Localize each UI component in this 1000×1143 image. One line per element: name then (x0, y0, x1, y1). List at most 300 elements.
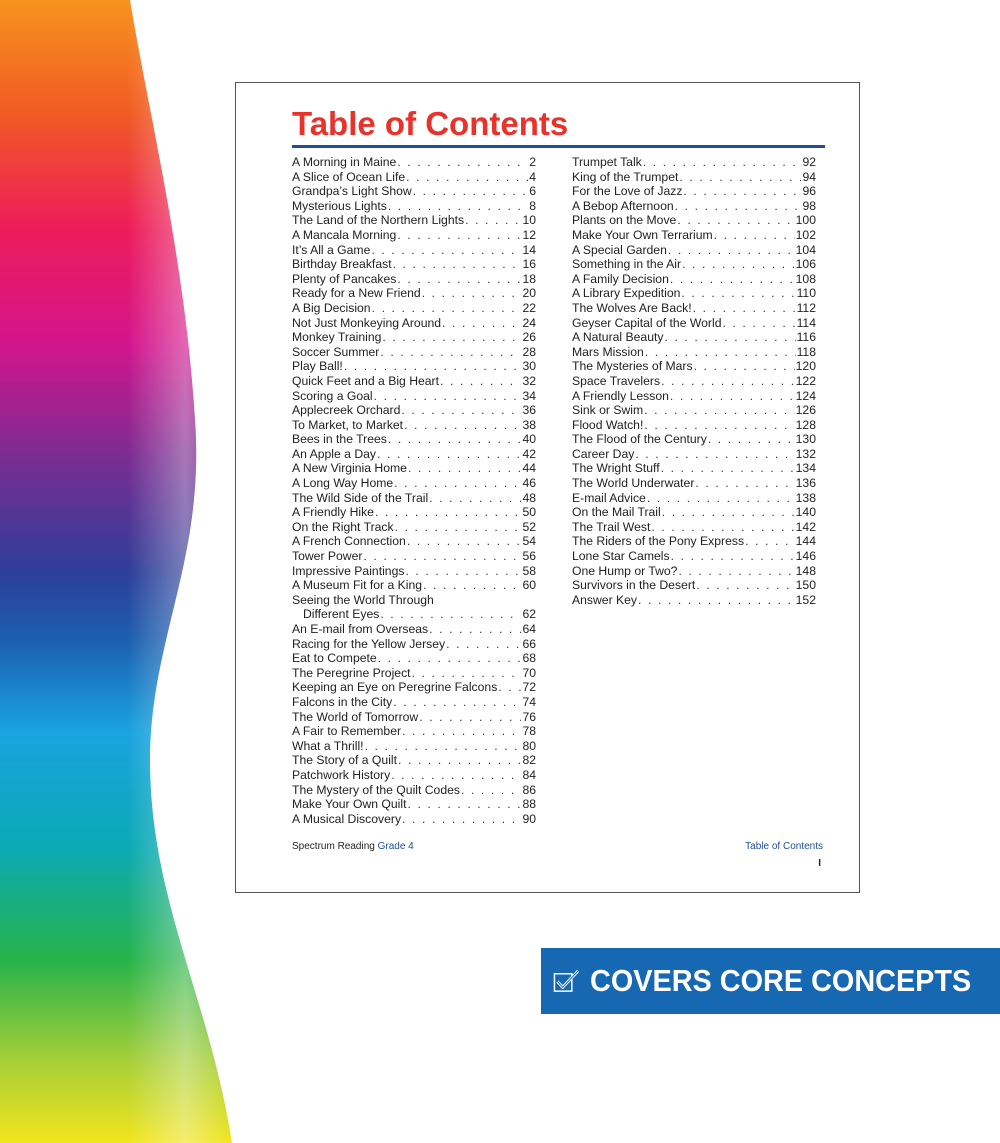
toc-entry-page: 86 (522, 782, 536, 797)
toc-entry-page: 64 (522, 622, 536, 636)
toc-entry-leader (380, 607, 521, 622)
toc-entry-leader (388, 199, 528, 214)
toc-entry (572, 184, 816, 199)
toc-entry (572, 301, 816, 316)
toc-entry-page: 150 (795, 578, 816, 593)
toc-entry (292, 199, 536, 214)
toc-entry-page: 40 (522, 432, 536, 447)
toc-entry-title: Trumpet Talk (572, 155, 642, 169)
toc-entry-leader (429, 622, 521, 637)
toc-entry-page: 112 (796, 300, 816, 315)
toc-entry (292, 564, 536, 579)
toc-entry-title: Applecreek Orchard (292, 403, 401, 418)
toc-entry-leader (677, 213, 794, 228)
toc-entry-page: 30 (522, 359, 536, 374)
toc-entry (572, 374, 816, 389)
toc-entry (292, 228, 536, 243)
toc-entry-leader (380, 345, 521, 360)
toc-entry-title: A Slice of Ocean Life (292, 169, 406, 184)
toc-entry-page: 136 (795, 476, 816, 491)
toc-entry-leader (365, 739, 522, 754)
toc-entry (292, 520, 536, 535)
toc-entry-page: 130 (795, 432, 816, 447)
toc-entry-page: 126 (795, 403, 816, 418)
toc-entry-page: 142 (795, 519, 816, 534)
toc-entry (292, 461, 536, 476)
toc-entry (572, 243, 816, 258)
toc-entry-title: Sink or Swim (572, 403, 644, 418)
toc-entry-title: King of the Trumpet (572, 169, 679, 184)
toc-entry-page: 56 (522, 549, 536, 564)
toc-entry-page: 28 (522, 344, 536, 359)
toc-entry-leader (408, 461, 522, 476)
toc-entry-page: 18 (522, 271, 536, 286)
toc-entry (572, 564, 816, 579)
toc-entry-title: A Bebop Afternoon (572, 198, 674, 213)
toc-entry (292, 286, 536, 301)
toc-entry (292, 184, 536, 199)
toc-entry (572, 505, 816, 520)
toc-entry (292, 651, 536, 666)
toc-entry-leader (745, 534, 795, 549)
toc-entry-title: The Mystery of the Quilt Codes (292, 782, 460, 797)
toc-entry-title: For the Love of Jazz (572, 184, 683, 199)
toc-entry-title: Make Your Own Quilt (292, 797, 407, 812)
toc-entry-leader (393, 695, 521, 710)
toc-entry-leader (694, 359, 795, 374)
toc-entry-leader (661, 461, 795, 476)
toc-entry-title: A Museum Fit for a King (292, 578, 423, 593)
toc-entry (572, 549, 816, 564)
toc-entry-title: A New Virginia Home (292, 461, 407, 476)
toc-entry-title: A Library Expedition (572, 286, 681, 301)
toc-entry (572, 316, 816, 331)
toc-entry (572, 359, 816, 374)
toc-entry-leader (638, 593, 795, 608)
toc-entry-title: Not Just Monkeying Around (292, 315, 442, 330)
toc-entry (572, 389, 816, 404)
toc-entry-leader (664, 330, 795, 345)
toc-entry-page: 66 (522, 636, 536, 651)
toc-entry-title: A Musical Discovery (292, 811, 402, 826)
toc-entry-leader (393, 257, 522, 272)
toc-entry-title: The Flood of the Century (572, 432, 707, 447)
toc-entry-title: Keeping an Eye on Peregrine Falcons (292, 680, 498, 695)
toc-entry-title: The Wild Side of the Trail (292, 490, 429, 505)
toc-column-left (292, 155, 536, 826)
toc-entry-page: 138 (795, 490, 816, 505)
toc-entry-leader (682, 257, 795, 272)
toc-entry (292, 272, 536, 287)
toc-entry-leader (375, 505, 521, 520)
toc-entry-title: Quick Feet and a Big Heart (292, 373, 439, 388)
toc-entry-leader (406, 170, 528, 185)
toc-entry-leader (465, 213, 521, 228)
toc-entry (292, 316, 536, 331)
toc-entry-page: 26 (522, 330, 536, 345)
toc-entry-page: 76 (522, 709, 536, 724)
toc-entry (572, 476, 816, 491)
toc-entry-leader (714, 228, 795, 243)
title-rule (292, 145, 825, 148)
toc-entry-leader (397, 272, 521, 287)
toc-entry-title: A Friendly Hike (292, 505, 374, 520)
toc-entry-leader (643, 155, 802, 170)
toc-entry-title: A Big Decision (292, 300, 371, 315)
toc-entry-leader (394, 476, 521, 491)
toc-entry-title: Mars Mission (572, 344, 644, 359)
toc-entry-leader (670, 389, 795, 404)
toc-entry (292, 724, 536, 739)
toc-entry (572, 491, 816, 506)
toc-page (235, 82, 860, 893)
toc-entry-title: Scoring a Goal (292, 388, 373, 403)
toc-entry-leader (651, 520, 794, 535)
toc-entry-page: 52 (522, 519, 536, 534)
toc-entry-page: 60 (522, 578, 536, 593)
toc-entry-title: Flood Watch! (572, 417, 644, 432)
toc-entry-title: An Apple a Day (292, 446, 377, 461)
toc-entry-leader (378, 651, 522, 666)
toc-entry-page: 48 (522, 490, 536, 505)
toc-entry (292, 389, 536, 404)
toc-entry-leader (668, 243, 795, 258)
toc-entry-leader (722, 316, 795, 331)
toc-entry-leader (446, 637, 521, 652)
toc-entry-leader (391, 768, 521, 783)
toc-entry-page: 36 (522, 403, 536, 418)
toc-entry-page: 54 (522, 534, 536, 549)
toc-entry-leader (662, 505, 795, 520)
toc-entry-page: 132 (795, 446, 816, 461)
toc-entry-title: Patchwork History (292, 767, 391, 782)
toc-entry (292, 359, 536, 374)
toc-entry (572, 447, 816, 462)
toc-entry (292, 447, 536, 462)
toc-entry-title: A French Connection (292, 534, 406, 549)
toc-entry (292, 666, 536, 681)
toc-entry-title: Ready for a New Friend (292, 286, 421, 301)
toc-entry-page: 122 (795, 373, 816, 388)
toc-entry-leader (695, 476, 794, 491)
toc-entry-title: The Peregrine Project (292, 665, 411, 680)
toc-entry (292, 330, 536, 345)
toc-entry-leader (407, 797, 521, 812)
toc-entry-page: 80 (522, 738, 536, 753)
toc-entry (292, 418, 536, 433)
toc-entry-page: 104 (795, 242, 816, 257)
toc-entry-title: Racing for the Yellow Jersey (292, 636, 446, 651)
rainbow-ribbon (0, 0, 250, 1143)
toc-entry-leader (661, 374, 795, 389)
toc-entry-page: 82 (522, 753, 536, 768)
toc-entry-page: 68 (522, 651, 536, 666)
toc-entry-title: A Natural Beauty (572, 330, 664, 345)
toc-entry-page: 120 (795, 359, 816, 374)
toc-entry (292, 345, 536, 360)
toc-entry-leader (498, 680, 521, 695)
toc-entry-page: 34 (522, 388, 536, 403)
toc-entry (292, 534, 536, 549)
toc-entry-page: 72 (522, 680, 536, 695)
toc-entry-page: 100 (795, 213, 816, 228)
toc-entry-page: 88 (522, 797, 536, 812)
toc-entry-page: 102 (795, 227, 816, 242)
toc-entry (572, 520, 816, 535)
toc-entry-page: 94 (802, 169, 816, 184)
toc-column-right (572, 155, 816, 607)
toc-entry-leader (344, 359, 522, 374)
toc-entry-leader (442, 316, 521, 331)
toc-entry-page: 84 (522, 767, 536, 782)
toc-entry-title: Survivors in the Desert (572, 578, 696, 593)
toc-entry (292, 432, 536, 447)
toc-entry-page: 118 (796, 344, 816, 359)
toc-entry-title: The Riders of the Pony Express (572, 534, 745, 549)
toc-entry-leader (372, 301, 522, 316)
toc-entry-title: Mysterious Lights (292, 198, 387, 213)
toc-entry (292, 739, 536, 754)
toc-entry-title: The Land of the Northern Lights (292, 213, 465, 228)
toc-entry-page: 140 (795, 505, 816, 520)
toc-entry-title: The Story of a Quilt (292, 753, 397, 768)
toc-entry-page: 70 (522, 665, 536, 680)
toc-entry (292, 213, 536, 228)
toc-entry-page: 62 (522, 607, 536, 622)
toc-entry (292, 243, 536, 258)
toc-entry (572, 257, 816, 272)
toc-entry-title: E-mail Advice (572, 490, 646, 505)
toc-entry-page: 38 (522, 417, 536, 432)
toc-entry (292, 637, 536, 652)
toc-entry-title: What a Thrill! (292, 738, 364, 753)
toc-entry-leader (363, 549, 521, 564)
toc-entry (292, 476, 536, 491)
toc-entry-leader (419, 710, 521, 725)
toc-entry (292, 578, 536, 593)
toc-entry (572, 272, 816, 287)
toc-entry-page: 116 (796, 330, 816, 345)
footer-section: Table of Contents (745, 841, 823, 852)
toc-entry-title: A Family Decision (572, 271, 669, 286)
toc-entry-leader (397, 228, 521, 243)
toc-entry (292, 505, 536, 520)
toc-entry-title: Geyser Capital of the World (572, 315, 722, 330)
toc-entry-title: To Market, to Market (292, 417, 404, 432)
toc-entry-leader (678, 564, 794, 579)
toc-entry (292, 301, 536, 316)
toc-entry-title: Answer Key (572, 592, 638, 607)
toc-entry-title: The World of Tomorrow (292, 709, 419, 724)
page-title: Table of Contents (292, 105, 569, 142)
toc-entry (292, 374, 536, 389)
toc-entry (292, 170, 536, 185)
toc-entry-leader (402, 812, 521, 827)
toc-entry-leader (422, 286, 522, 301)
toc-entry-title: The Mysteries of Mars (572, 359, 693, 374)
toc-entry-page: 12 (522, 227, 536, 242)
toc-entry-title: Something in the Air (572, 257, 682, 272)
toc-entry-title: Monkey Training (292, 330, 382, 345)
toc-entry-page: 144 (795, 534, 816, 549)
toc-entry-leader (708, 432, 795, 447)
toc-entry (292, 622, 536, 637)
toc-entry-page: 24 (522, 315, 536, 330)
toc-entry-title: The Trail West (572, 519, 651, 534)
toc-entry (572, 345, 816, 360)
toc-entry-title: The World Underwater (572, 476, 695, 491)
toc-entry (292, 768, 536, 783)
toc-entry-title: On the Right Track (292, 519, 394, 534)
toc-entry-page: 92 (802, 155, 816, 169)
toc-entry (292, 797, 536, 812)
toc-entry-leader (644, 418, 794, 433)
toc-entry-title: A Mancala Morning (292, 227, 397, 242)
toc-entry-title: It’s All a Game (292, 242, 371, 257)
toc-entry-leader (377, 447, 521, 462)
toc-entry-page: 10 (522, 213, 536, 228)
toc-entry (572, 534, 816, 549)
toc-entry (292, 753, 536, 768)
toc-entry-page: 96 (802, 184, 816, 199)
toc-entry-leader (461, 783, 521, 798)
toc-entry-title: Birthday Breakfast (292, 257, 392, 272)
toc-entry-leader (374, 389, 522, 404)
toc-entry-title: A Long Way Home (292, 476, 394, 491)
toc-entry-leader (675, 199, 802, 214)
toc-entry (292, 593, 536, 608)
toc-entry (292, 607, 536, 622)
toc-entry-leader (398, 753, 521, 768)
covers-core-concepts-banner (541, 948, 1000, 1014)
toc-entry-leader (407, 534, 522, 549)
toc-entry (572, 286, 816, 301)
toc-entry-title: Space Travelers (572, 373, 661, 388)
toc-entry-leader (412, 666, 522, 681)
toc-entry-leader (693, 301, 796, 316)
toc-entry-title: Plants on the Move (572, 213, 677, 228)
toc-entry-title: On the Mail Trail (572, 505, 661, 520)
footer-series (292, 841, 414, 852)
toc-entry (572, 461, 816, 476)
toc-entry-page: 4 (529, 169, 536, 184)
toc-entry (572, 213, 816, 228)
toc-entry-title: A Special Garden (572, 242, 667, 257)
toc-entry (572, 330, 816, 345)
toc-entry (292, 491, 536, 506)
toc-entry-leader (696, 578, 794, 593)
toc-entry-page: 44 (522, 461, 536, 476)
toc-entry (572, 593, 816, 608)
toc-entry-leader (382, 330, 521, 345)
toc-entry (572, 578, 816, 593)
toc-entry-leader (402, 724, 521, 739)
toc-entry-page: 148 (795, 563, 816, 578)
toc-entry-page: 22 (522, 300, 536, 315)
toc-entry-page: 78 (522, 724, 536, 739)
toc-entry-page: 128 (795, 417, 816, 432)
toc-entry-leader (645, 345, 796, 360)
toc-entry-leader (683, 184, 801, 199)
toc-entry-title: Bees in the Trees (292, 432, 387, 447)
banner-label: COVERS CORE CONCEPTS (590, 963, 972, 998)
toc-entry-title: Lone Star Camels (572, 549, 670, 564)
toc-entry-title: Seeing the World Through (292, 592, 434, 607)
toc-entry-title: The Wright Stuff (572, 461, 660, 476)
toc-entry-page: 106 (795, 257, 816, 272)
toc-entry-title: One Hump or Two? (572, 563, 678, 578)
toc-entry-page: 114 (796, 315, 816, 330)
toc-entry-leader (371, 243, 521, 258)
toc-entry-leader (405, 564, 521, 579)
toc-entry-page: 46 (522, 476, 536, 491)
toc-entry-leader (670, 272, 795, 287)
toc-entry-leader (647, 491, 795, 506)
toc-entry (292, 155, 536, 170)
toc-entry-page: 42 (522, 446, 536, 461)
footer-grade: Grade 4 (377, 841, 414, 852)
toc-entry-leader (644, 403, 795, 418)
toc-entry (572, 199, 816, 214)
toc-entry-title: Soccer Summer (292, 344, 380, 359)
toc-entry-leader (681, 286, 795, 301)
toc-entry-title: A Fair to Remember (292, 724, 402, 739)
toc-entry (572, 418, 816, 433)
toc-entry-page: 146 (795, 549, 816, 564)
toc-entry (572, 403, 816, 418)
toc-entry-page: 124 (795, 388, 816, 403)
toc-entry-page: 2 (529, 155, 536, 169)
toc-entry-page: 134 (795, 461, 816, 476)
toc-entry-leader (388, 432, 522, 447)
toc-entry-page: 152 (795, 592, 816, 607)
toc-entry-leader (679, 170, 801, 185)
toc-entry (292, 257, 536, 272)
toc-entry-title: Play Ball! (292, 359, 343, 374)
toc-entry-title: Tower Power (292, 549, 363, 564)
toc-entry-leader (671, 549, 795, 564)
footer-series-name: Spectrum Reading (292, 841, 375, 852)
toc-entry (572, 228, 816, 243)
toc-entry (572, 432, 816, 447)
toc-entry-page: 98 (802, 198, 816, 213)
toc-entry (292, 783, 536, 798)
toc-entry-title: An E-mail from Overseas (292, 622, 429, 636)
toc-entry (572, 155, 816, 170)
toc-entry (292, 695, 536, 710)
toc-entry-leader (401, 403, 521, 418)
toc-entry-leader (635, 447, 794, 462)
toc-entry-title: A Friendly Lesson (572, 388, 669, 403)
toc-entry-title: Different Eyes (303, 607, 380, 622)
toc-entry-leader (429, 491, 521, 506)
toc-entry-page: 74 (522, 694, 536, 709)
toc-entry (292, 812, 536, 827)
toc-entry-title: Falcons in the City (292, 694, 393, 709)
toc-entry-page: 110 (796, 286, 816, 301)
toc-entry-page: 8 (529, 198, 536, 213)
toc-entry-title: Grandpa’s Light Show (292, 184, 412, 199)
toc-entry (292, 680, 536, 695)
toc-entry (572, 170, 816, 185)
toc-entry-page: 58 (522, 563, 536, 578)
toc-entry-leader (440, 374, 521, 389)
toc-entry (292, 549, 536, 564)
toc-entry (292, 710, 536, 725)
toc-entry-page: 32 (522, 373, 536, 388)
toc-entry-page: 108 (795, 271, 816, 286)
toc-entry-title: Career Day (572, 446, 635, 461)
